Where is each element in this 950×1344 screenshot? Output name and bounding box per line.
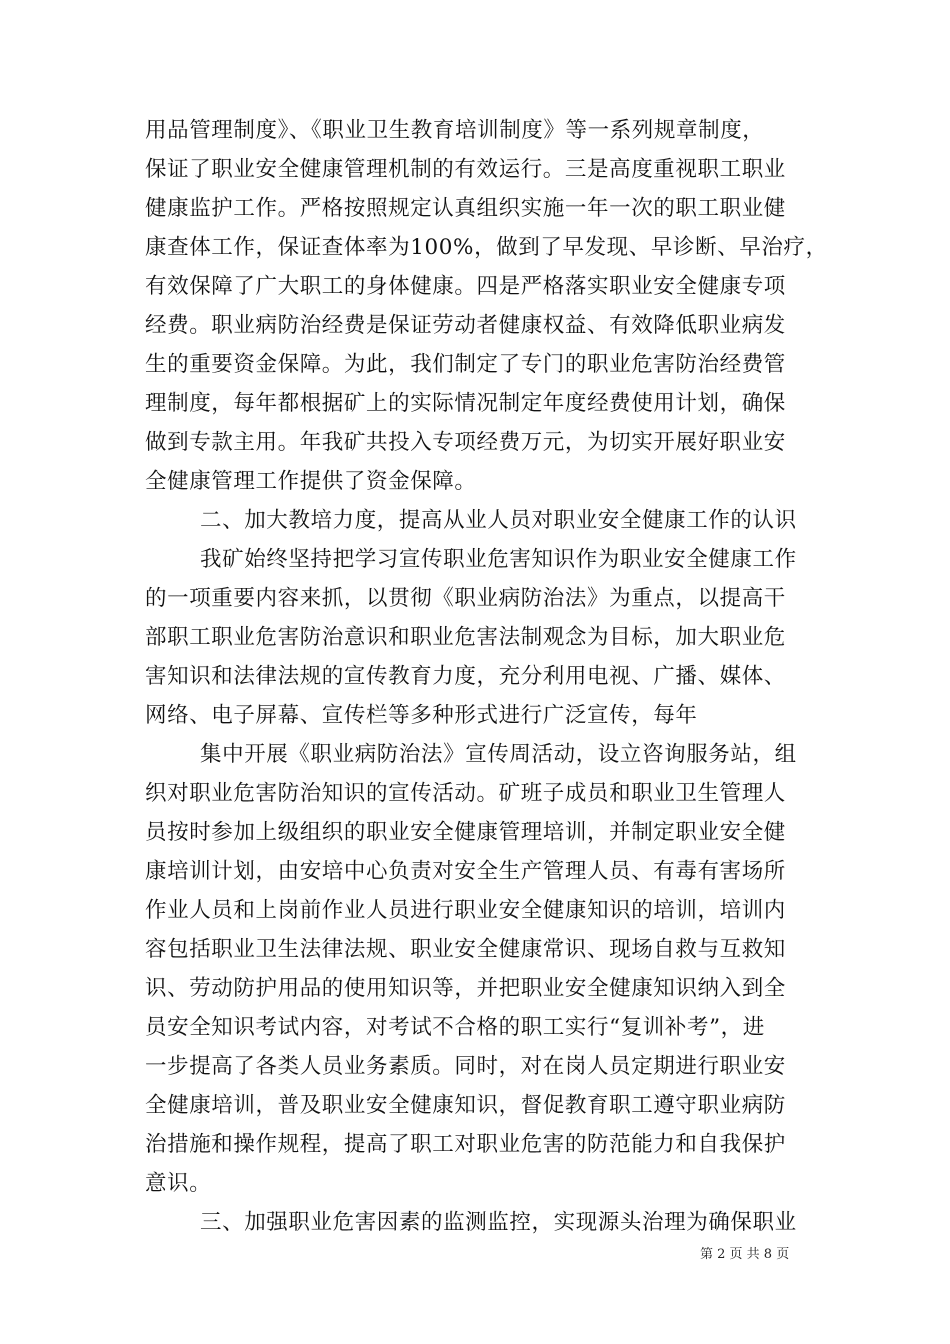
text-line: 我矿始终坚持把学习宣传职业危害知识作为职业安全健康工作: [200, 547, 797, 572]
text-line: 容包括职业卫生法律法规、职业安全健康常识、现场自救与互救知: [145, 937, 786, 962]
section-heading: 二、加大教培力度，提高从业人员对职业安全健康工作的认识: [200, 508, 797, 533]
text-line: 保证了职业安全健康管理机制的有效运行。三是高度重视职工职业: [145, 157, 786, 182]
text-line: 害知识和法律法规的宣传教育力度，充分利用电视、广播、媒体、: [145, 664, 786, 689]
text-line: 治措施和操作规程，提高了职工对职业危害的防范能力和自我保护: [145, 1132, 786, 1157]
text-line: 部职工职业危害防治意识和职业危害法制观念为目标，加大职业危: [145, 625, 786, 650]
text-line: 康培训计划，由安培中心负责对安全生产管理人员、有毒有害场所: [145, 859, 786, 884]
section-heading: 三、加强职业危害因素的监测监控，实现源头治理为确保职业: [200, 1210, 797, 1235]
text-line: 康查体工作，保证查体率为100%，做到了早发现、早诊断、早治疗，: [145, 235, 828, 260]
text-line: 集中开展《职业病防治法》宣传周活动，设立咨询服务站，组: [200, 742, 797, 767]
text-line: 意识。: [145, 1171, 212, 1196]
text-line: 的一项重要内容来抓，以贯彻《职业病防治法》为重点，以提高干: [145, 586, 786, 611]
text-line: 员按时参加上级组织的职业安全健康管理培训，并制定职业安全健: [145, 820, 786, 845]
text-line: 生的重要资金保障。为此，我们制定了专门的职业危害防治经费管: [145, 352, 786, 377]
text-line: 织对职业危害防治知识的宣传活动。矿班子成员和职业卫生管理人: [145, 781, 786, 806]
text-line: 用品管理制度》、《职业卫生教育培训制度》等一系列规章制度，: [145, 118, 765, 143]
text-line: 经费。职业病防治经费是保证劳动者健康权益、有效降低职业病发: [145, 313, 786, 338]
page-number: 第 2 页 共 8 页: [700, 1247, 790, 1262]
text-line: 理制度，每年都根据矿上的实际情况制定年度经费使用计划，确保: [145, 391, 786, 416]
text-line: 作业人员和上岗前作业人员进行职业安全健康知识的培训，培训内: [145, 898, 786, 923]
text-line: 有效保障了广大职工的身体健康。四是严格落实职业安全健康专项: [145, 274, 786, 299]
text-line: 一步提高了各类人员业务素质。同时，对在岗人员定期进行职业安: [145, 1054, 786, 1079]
text-line: 健康监护工作。严格按照规定认真组织实施一年一次的职工职业健: [145, 196, 786, 221]
text-line: 做到专款主用。年我矿共投入专项经费万元，为切实开展好职业安: [145, 430, 786, 455]
text-line: 全健康培训，普及职业安全健康知识，督促教育职工遵守职业病防: [145, 1093, 786, 1118]
text-line: 网络、电子屏幕、宣传栏等多种形式进行广泛宣传，每年: [145, 703, 698, 728]
text-line: 全健康管理工作提供了资金保障。: [145, 469, 477, 494]
text-line: 识、劳动防护用品的使用知识等，并把职业安全健康知识纳入到全: [145, 976, 786, 1001]
text-line: 员安全知识考试内容，对考试不合格的职工实行“复训补考”，进: [145, 1015, 765, 1040]
